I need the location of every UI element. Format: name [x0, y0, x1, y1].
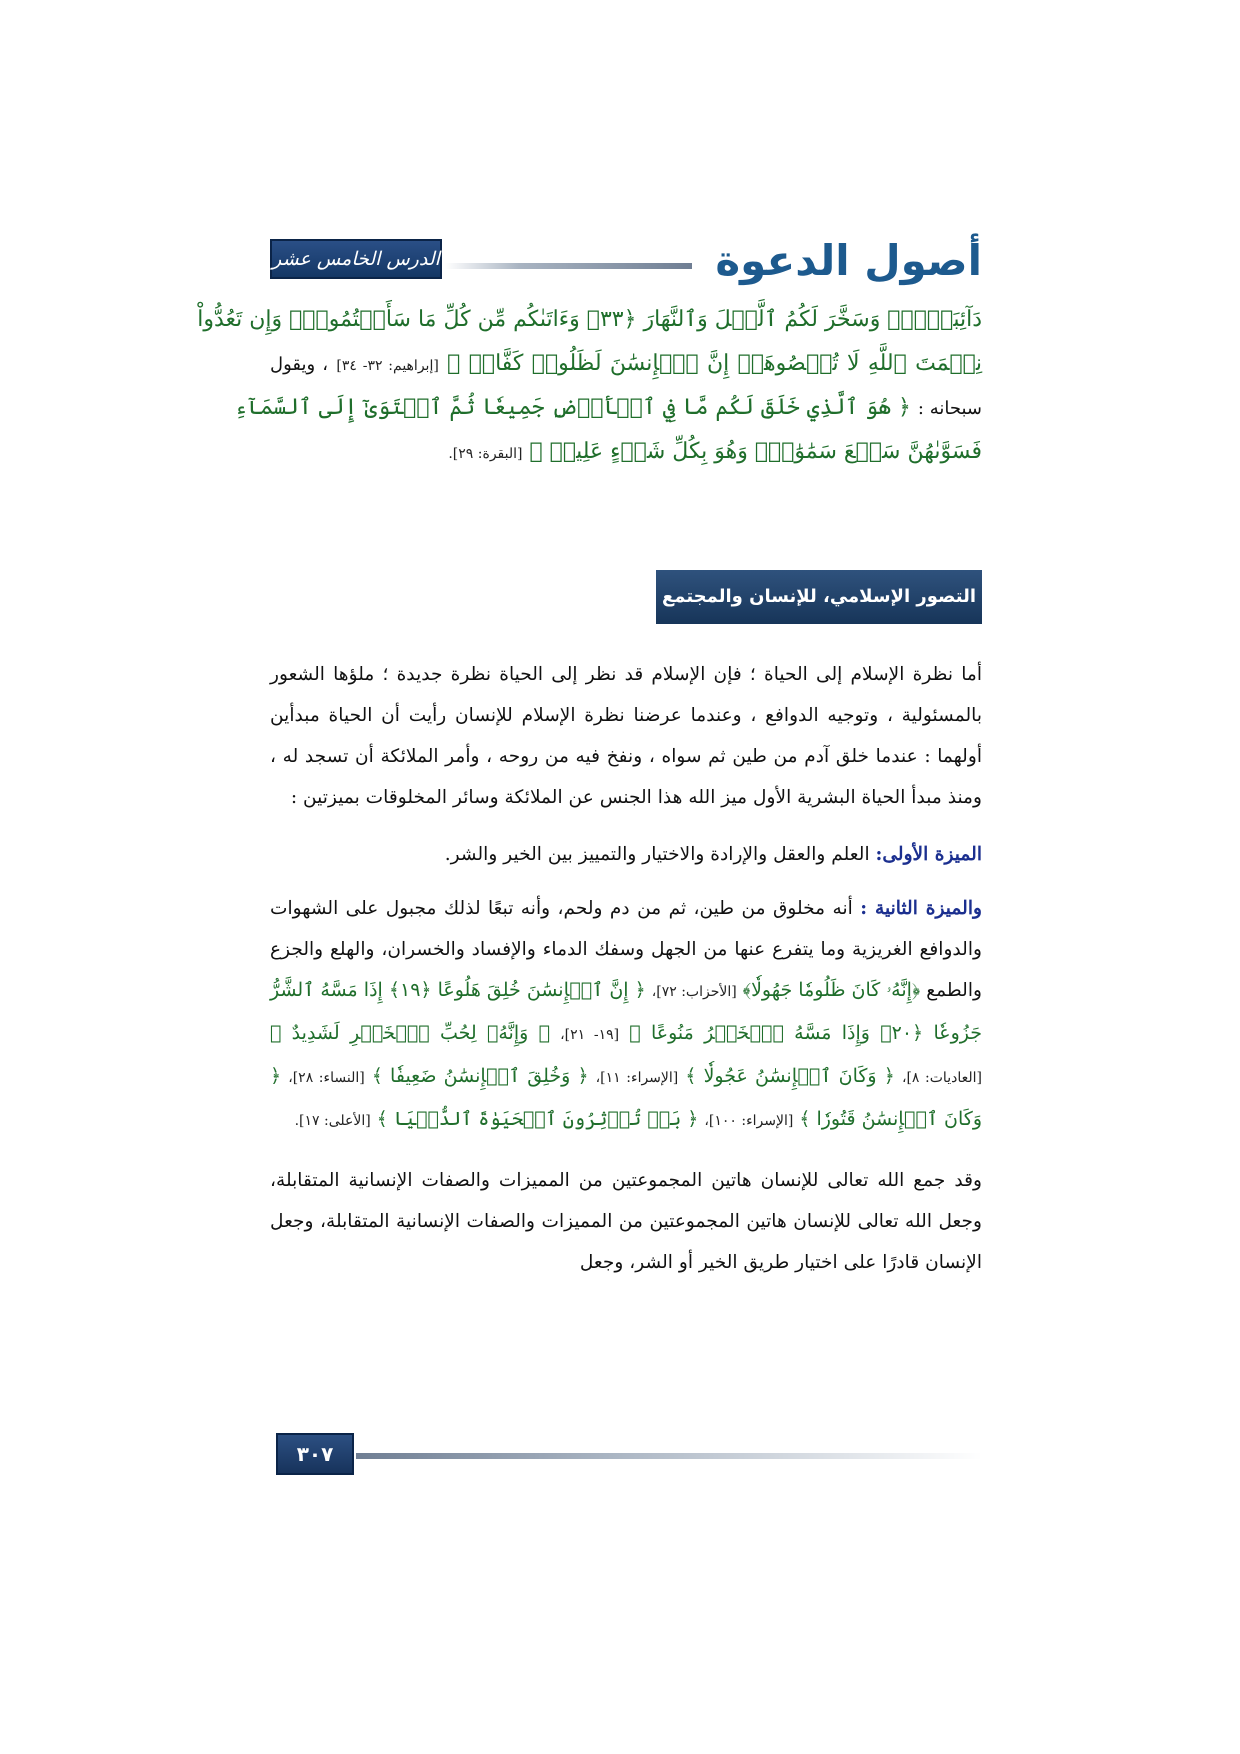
paragraph-intro: أما نظرة الإسلام إلى الحياة ؛ فإن الإسلام قد نظر إلى الحياة نظرة جديدة ؛ ملؤها الشعور بالمسئولية ، وتوجيه الدوافع ، وعندما عرضنا نظرة الإسلام للإنسان رأيت أن الحياة مبدأين أولهما : عندما خلق آدم من طين ثم سواه ، ونفخ فيه من روحه ، وأمر الملائكة أن تسجد له ، ومنذ مبدأ الحياة البشرية الأول ميز الله هذا الجنس عن الملائكة وسائر المخلوقات بميزتين : — [270, 664, 982, 808]
feature-two — [270, 888, 982, 1142]
book-title: أصول الدعوة — [715, 236, 982, 285]
verse-line-4 — [270, 430, 982, 474]
quran-text: نِعۡمَتَ ٱللَّهِ لَا تُحۡصُوهَآۗ إِنَّ ٱلۡإِنسَٰنَ لَظَلُومٞ كَفَّارٞ ﴾ — [447, 351, 982, 376]
feature-one-label: الميزة الأولى: — [875, 844, 982, 865]
quran-citation: ﴿ وَكَانَ ٱلۡإِنسَٰنُ عَجُولٗا ﴾ — [685, 1065, 895, 1087]
verse-reference: [النساء: ٢٨]، — [288, 1070, 365, 1086]
quran-citation: ﴿ بَلۡ تُؤۡثِرُونَ ٱلۡحَيَوٰةَ ٱلدُّنۡيَا ﴾ — [376, 1108, 699, 1130]
verse-reference: [الإسراء: ١١]، — [595, 1070, 679, 1086]
paragraph-closing: وقد جمع الله تعالى للإنسان هاتين المجموعتين من المميزات والصفات الإنسانية المتقابلة، وجعل الله تعالى للإنسان هاتين المجموعتين من المميزات والصفات الإنسانية المتقابلة، وجعل الإنسان قادرًا على اختيار طريق الخير أو الشر، وجعل — [270, 1170, 982, 1273]
quran-citation: ﴿ وَكَانَ ٱلۡإِنسَٰنُ قَتُورٗا ﴾ — [270, 1065, 982, 1130]
verse-reference: [البقرة: ٢٩]. — [448, 446, 523, 462]
verse-line-3 — [234, 386, 982, 430]
page-header — [270, 233, 982, 289]
page-footer — [270, 1433, 982, 1477]
verse-line-1 — [197, 298, 982, 342]
lesson-label: الدرس الخامس عشر — [270, 239, 442, 279]
verse-connector-text: ، ويقول — [270, 354, 329, 375]
verse-block — [197, 298, 982, 474]
quran-text: فَسَوَّىٰهُنَّ سَبۡعَ سَمَٰوَٰتٖۚ وَهُوَ بِكُلِّ شَيۡءٍ عَلِيمٞ ﴾ — [529, 439, 982, 464]
quran-citation: ﴿ إِنَّ ٱلۡإِنسَٰنَ خُلِقَ هَلُوعًا ﴿١٩﴾ إِذَا مَسَّهُ ٱلشَّرُّ جَزُوعٗا ﴿٢٠﴾ وَإِذَا مَسَّهُ ٱلۡخَيۡرُ مَنُوعًا ﴾ — [270, 979, 982, 1044]
verse-reference: [العاديات: ٨]، — [901, 1070, 982, 1086]
section-heading: التصور الإسلامي، للإنسان والمجتمع — [656, 570, 982, 624]
quran-citation: ﴿ وَإِنَّهُۥ لِحُبِّ ٱلۡخَيۡرِ لَشَدِيدٌ ﴾ — [270, 1022, 550, 1044]
body-text — [270, 654, 982, 1283]
verse-intro-text: سبحانه : — [917, 398, 982, 419]
quran-text: ﴿ هُوَ ٱلَّذِي خَلَقَ لَكُم مَّا فِي ٱلۡأَرۡضِ جَمِيعٗا ثُمَّ ٱسۡتَوَىٰٓ إِلَى ٱلسَّمَآءِ — [234, 395, 911, 420]
verse-line-2 — [270, 342, 982, 386]
quran-text: دَآئِبَيۡنِۖ وَسَخَّرَ لَكُمُ ٱلَّيۡلَ وَٱلنَّهَارَ ﴿٣٣﴾ وَءَاتَىٰكُم مِّن كُلِّ مَا سَأَلۡتُمُوهُۚ وَإِن تَعُدُّواْ — [197, 307, 982, 332]
feature-one — [270, 834, 982, 875]
quran-citation: ﴿إِنَّهُۥ كَانَ ظَلُومٗا جَهُولٗا﴾ — [742, 979, 921, 1001]
feature-two-text: أنه مخلوق من طين، ثم من دم ولحم، وأنه تبعًا لذلك مجبول على الشهوات والدوافع الغريزية وما يتفرع عنها من الجهل وسفك الدماء والإفساد والخسران، والهلع والجزع والطمع — [270, 898, 982, 1001]
verse-reference: [١٩- ٢١]، — [560, 1027, 620, 1043]
verse-reference: [إبراهيم: ٣٢- ٣٤] — [336, 358, 439, 374]
header-rule — [445, 263, 692, 269]
feature-one-text: العلم والعقل والإرادة والاختيار والتمييز بين الخير والشر. — [444, 844, 870, 865]
quran-citation: ﴿ وَخُلِقَ ٱلۡإِنسَٰنُ ضَعِيفٗا ﴾ — [371, 1065, 589, 1087]
footer-rule — [356, 1453, 982, 1459]
page-number: ٣٠٧ — [276, 1433, 354, 1475]
verse-reference: [الإسراء: ١٠٠]، — [704, 1113, 794, 1129]
feature-two-label: والميزة الثانية : — [860, 898, 982, 919]
verse-reference: [الأحزاب: ٧٢]، — [651, 984, 737, 1000]
verse-reference: [الأعلى: ١٧]. — [294, 1113, 371, 1129]
